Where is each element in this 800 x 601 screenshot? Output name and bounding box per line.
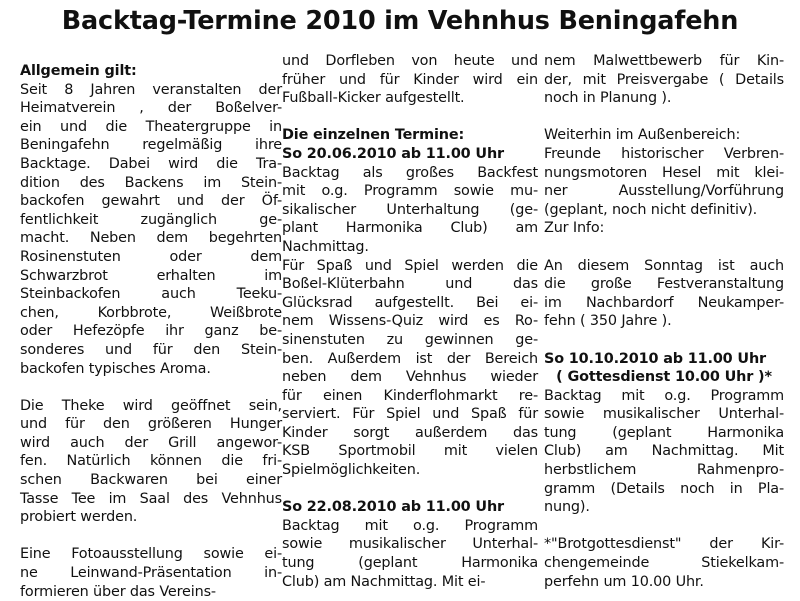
text-line: Die Theke wird geöffnet sein, [20,397,282,414]
text-line: Club) am Nachmittag. Mit [544,443,784,460]
column-3-body [544,52,784,331]
text-line: die große Festveranstaltung [544,276,784,293]
text-line: Backtag mit o.g. Programm [544,387,784,404]
text-line: sonderes und für den Stein- [20,341,282,358]
text-line: plant Harmonika Club) am [282,220,538,237]
event-2-description [282,517,538,591]
text-line [544,517,784,536]
text-line: Spielmöglichkeiten. [282,462,421,479]
text-line: formieren über das Vereins- [20,583,216,600]
event-date-2: So 22.08.2010 ab 11.00 Uhr [282,499,504,516]
text-line: mit o.g. Programm sowie mu- [282,183,538,200]
text-line: tung (geplant Harmonika [282,555,538,572]
text-line: im Nachbardorf Neukamper- [544,294,784,311]
text-line: sowie musikalischer Unterhal- [544,406,784,423]
text-line: An diesem Sonntag ist auch [544,257,784,274]
text-line: nung). [544,499,590,516]
text-line: serviert. Für Spiel und Spaß für [282,406,538,423]
text-line: gramm (Details noch in Pla- [544,480,784,497]
text-line: ner Ausstellung/Vorführung [544,183,784,200]
text-line: *"Brotgottesdienst" der Kir- [544,536,784,553]
text-line: Heimatverein , der Boßelver- [20,100,282,117]
text-line: sikalischer Unterhaltung (ge- [282,201,538,218]
section-heading-dates: Die einzelnen Termine: [282,127,465,144]
text-line: Weiterhin im Außenbereich: [544,127,741,144]
text-line: und Dorfleben von heute und [282,53,538,69]
text-line: Für Spaß und Spiel werden die [282,257,538,274]
text-line: herbstlichem Rahmenpro- [544,462,784,479]
text-line: fehn ( 350 Jahre ). [544,313,672,330]
text-line: Boßel-Klüterbahn und das [282,276,538,293]
text-line: chengemeinde Stiekelkam- [544,555,784,572]
text-line: schen Backwaren bei einer [20,472,282,489]
event-3-description [544,387,784,592]
text-line: Zur Info: [544,220,605,237]
event-date-3: So 10.10.2010 ab 11.00 Uhr [544,350,766,367]
column-2-intro [282,52,538,108]
text-line: Seit 8 Jahren veranstalten der [20,81,282,98]
text-line: sowie musikalischer Unterhal- [282,536,538,553]
text-line: ein und die Theatergruppe in [20,118,282,135]
text-line: Beningafehn regelmäßig ihre [20,137,282,154]
text-line: Steinbackofen auch Teeku- [20,286,282,303]
text-line: für einen Kinderflohmarkt re- [282,387,538,404]
text-line: Nachmittag. [282,238,369,255]
text-line: Schwarzbrot erhalten im [20,267,282,284]
text-line: backofen typisches Aroma. [20,360,211,377]
text-line: wird auch der Grill angewor- [20,434,282,451]
text-line: Backtag als großes Backfest [282,164,538,181]
text-line: ne Leinwand-Präsentation in- [20,565,282,582]
column-1 [20,62,282,601]
text-line [544,238,784,257]
text-line: nungsmotoren Hesel mit klei- [544,164,784,181]
text-line: Glücksrad aufgestellt. Bei ei- [282,294,538,311]
text-line: (geplant, noch nicht definitiv). [544,201,758,218]
text-line: und für den größeren Hunger [20,416,282,433]
column-2 [282,52,538,591]
text-line: Backtag mit o.g. Programm [282,517,538,534]
text-line [544,108,784,127]
text-line: fentlichkeit zugänglich ge- [20,211,282,228]
text-line: neben dem Vehnhus wieder [282,369,538,386]
text-line: macht. Neben dem begehrten [20,230,282,247]
text-line: Kinder sorgt außerdem das [282,424,538,441]
text-line: tung (geplant Harmonika [544,424,784,441]
text-line: fen. Natürlich können die fri- [20,453,282,470]
text-line: früher und für Kinder wird ein [282,71,538,88]
text-line: sinenstuten zu gewinnen ge- [282,331,538,348]
column-3 [544,52,784,591]
text-line: nem Wissens-Quiz wird es Ro- [282,313,538,330]
text-line: Freunde historischer Verbren- [544,145,784,162]
text-line: Eine Fotoausstellung sowie ei- [20,546,282,563]
text-line: backofen gewahrt und der Öf- [20,193,282,210]
event-date-3-service: ( Gottesdienst 10.00 Uhr )* [556,369,772,386]
text-line: der, mit Preisvergabe ( Details [544,71,784,88]
text-line: Rosinenstuten oder dem [20,248,282,265]
section-heading-general: Allgemein gilt: [20,63,137,79]
article-title: Backtag-Termine 2010 im Vehnhus Beningafehn [61,6,739,36]
text-line: Fußball-Kicker aufgestellt. [282,90,465,107]
text-line: chen, Korbbrote, Weißbrote [20,304,282,321]
text-line: probiert werden. [20,509,138,526]
text-line: Club) am Nachmittag. Mit ei- [282,573,486,590]
event-date-1: So 20.06.2010 ab 11.00 Uhr [282,145,504,162]
text-line: KSB Sportmobil mit vielen [282,443,538,460]
text-line: Backtage. Dabei wird die Tra- [20,155,282,172]
event-1-description [282,164,538,480]
text-line [20,527,282,546]
text-line: noch in Planung ). [544,90,672,107]
text-line: nem Malwettbewerb für Kin- [544,53,784,69]
text-line: ben. Außerdem ist der Bereich [282,350,538,367]
text-line [20,378,282,397]
column-1-body [20,81,282,601]
text-line: dition des Backens im Stein- [20,174,282,191]
text-line: perfehn um 10.00 Uhr. [544,573,704,590]
text-line: oder Hefezöpfe ihr ganz be- [20,323,282,340]
text-line: Tasse Tee im Saal des Vehnhus [20,490,282,507]
